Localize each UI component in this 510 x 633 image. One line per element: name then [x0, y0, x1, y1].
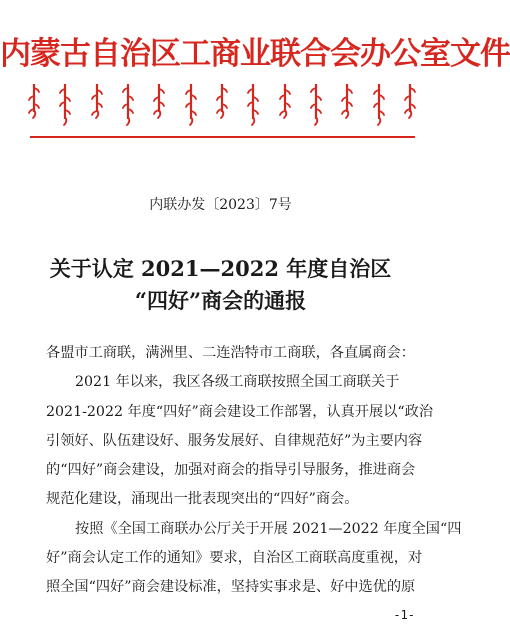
mongolian-script-word: [153, 82, 165, 128]
body-paragraph-line: 2021-2022 年度“四好”商会建设工作部署，认真开展以“政治: [46, 403, 434, 420]
body-paragraph-line: 的“四好”商会建设，加强对商会的指导引导服务，推进商会: [46, 462, 416, 479]
mongolian-script-word: [28, 82, 40, 128]
red-divider-line: [30, 136, 415, 138]
mongolian-script-word: [59, 82, 71, 128]
body-paragraph-line: 好”商会认定工作的通知》要求，自治区工商联高度重视，对: [46, 550, 423, 567]
mongolian-script-word: [91, 82, 103, 128]
mongolian-script-word: [247, 82, 259, 128]
document-body: [46, 339, 462, 603]
page-number: -1-: [393, 608, 415, 622]
mongolian-script-word: [310, 82, 322, 128]
body-paragraph-line: 照全国“四好”商会建设标准，坚持实事求是、好中选优的原: [46, 579, 416, 596]
mongolian-letterhead: [28, 82, 416, 128]
mongolian-script-word: [216, 82, 228, 128]
mongolian-script-word: [279, 82, 291, 128]
body-paragraph-line: 规范化建设，涌现出一批表现突出的“四好”商会。: [46, 491, 359, 508]
mongolian-script-word: [404, 82, 416, 128]
mongolian-script-word: [373, 82, 385, 128]
document-number: 内联办发〔2023〕7号: [149, 197, 292, 213]
document-title-line-2: “四好”商会的通报: [134, 288, 307, 313]
letterhead-title: 内蒙古自治区工商业联合会办公室文件: [0, 36, 510, 72]
salutation: 各盟市工商联，满洲里、二连浩特市工商联，各直属商会：: [46, 345, 415, 361]
body-paragraph-line: 按照《全国工商联办公厅关于开展 2021—2022 年度全国“四: [75, 520, 462, 537]
document-title-line-1: 关于认定 2021—2022 年度自治区: [49, 256, 392, 281]
mongolian-script-word: [185, 82, 197, 128]
mongolian-script-word: [341, 82, 353, 128]
body-paragraph-line: 引领好、队伍建设好、服务发展好、自律规范好”为主要内容: [46, 432, 423, 449]
mongolian-script-word: [122, 82, 134, 128]
body-paragraph-line: 2021 年以来，我区各级工商联按照全国工商联关于: [75, 374, 400, 391]
